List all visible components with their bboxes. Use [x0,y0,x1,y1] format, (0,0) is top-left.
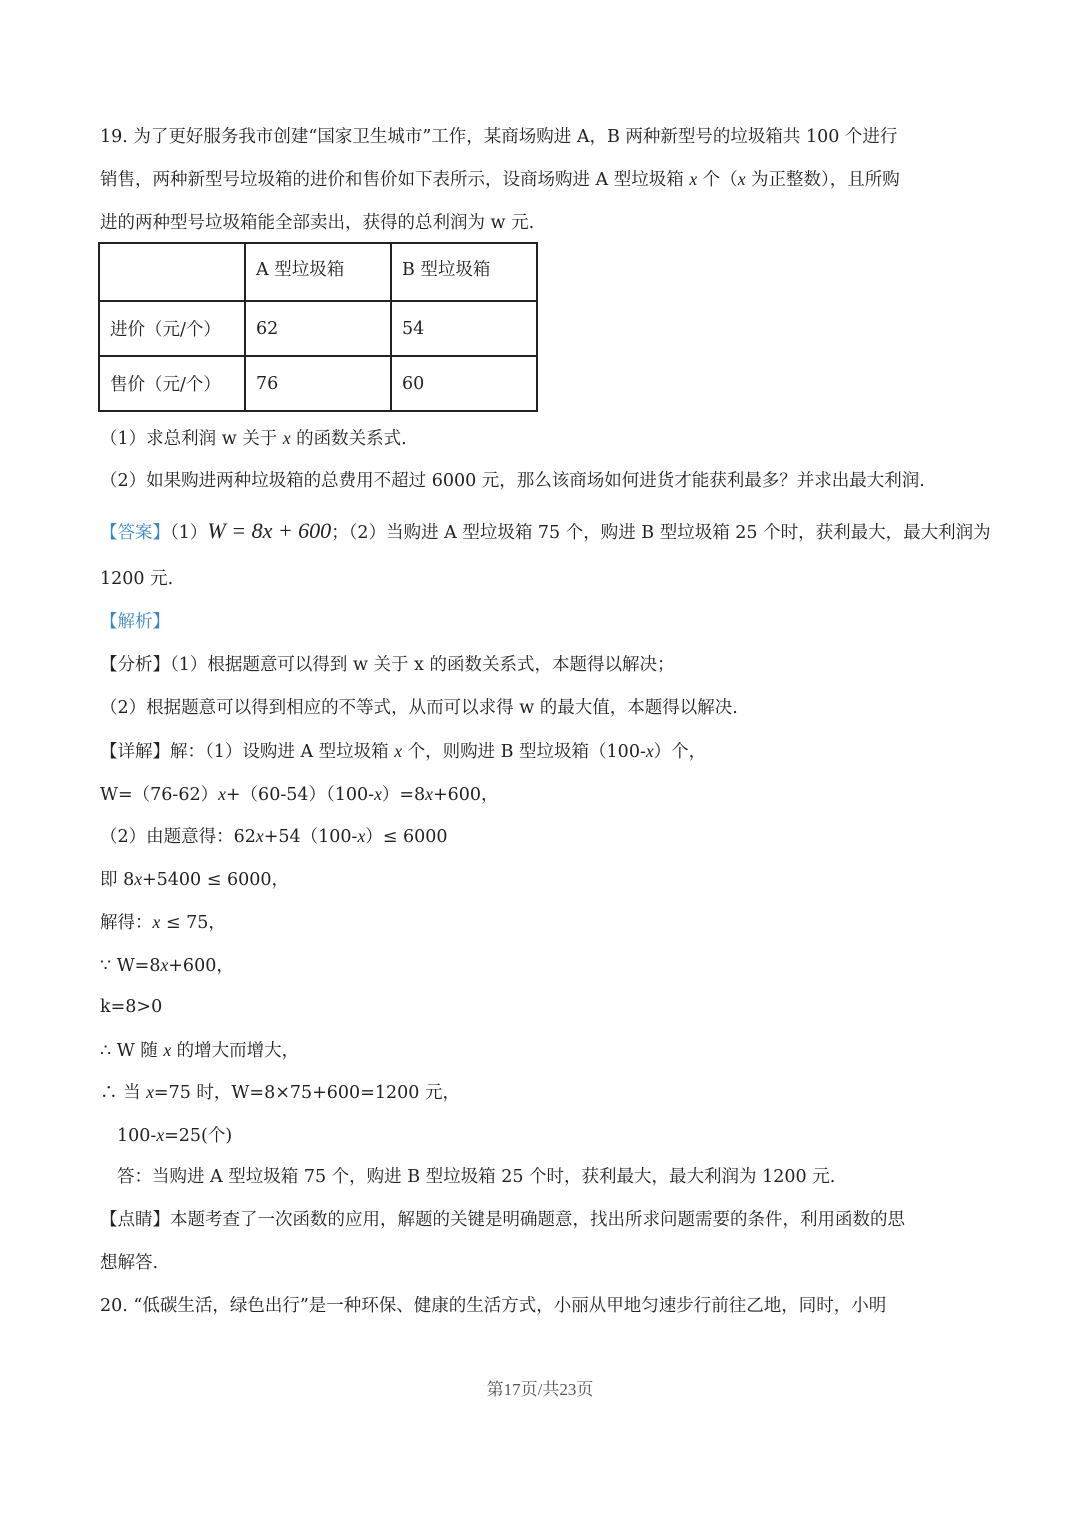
text: ）=8 [381,785,426,805]
detail-line-2 [100,781,499,808]
var-x: x [134,869,142,889]
q19-part-1 [100,425,407,452]
text: +54（100- [263,827,358,847]
detail-line-11: 答：当购进 A 型垃圾箱 75 个，购进 B 型垃圾箱 25 个时，获利最大，最大利润为 1200 元. [117,1167,836,1187]
text: ）个， [653,742,707,762]
detail-line-1 [100,738,706,765]
var-x: x [160,955,169,975]
q19-line-3: 进的两种型号垃圾箱能全部卖出，获得的总利润为 w 元. [100,213,535,233]
table-cell: 60 [391,356,537,411]
answer-cont: 1200 元. [100,569,174,589]
text: 100- [117,1126,157,1146]
analysis-tag: 【解析】 [100,612,170,632]
text: +（60-54）（100- [225,785,375,805]
var-x: x [282,428,291,448]
table-row [99,243,537,301]
text: 个（ [697,170,738,190]
detail-line-5 [100,909,226,936]
table-cell [99,243,245,301]
table-cell: 进价（元/个） [99,301,245,356]
text: 解得： [100,913,153,933]
detail-line-3 [100,823,447,850]
dianjing-line-1: 【点睛】本题考查了一次函数的应用，解题的关键是明确题意，找出所求问题需要的条件，利用函数的思 [100,1210,905,1230]
dianjing-line-2: 想解答. [100,1253,159,1273]
text: =25(个) [164,1126,233,1146]
table-row [99,301,537,356]
text: W=（76-62） [100,785,219,805]
table-cell: 76 [245,356,391,411]
text: =75 时，W=8×75+600=1200 元， [153,1083,460,1103]
text: 即 8 [100,870,135,890]
var-x: x [146,1082,154,1102]
text: ≤ 75， [160,913,226,933]
text: ∴ W 随 [100,1041,164,1061]
detail-line-7: k=8>0 [100,997,163,1017]
detail-line-10 [117,1122,232,1149]
var-x: x [156,1125,165,1145]
page-footer: 第17页/共23页 [486,1380,594,1399]
detail-line-6 [100,952,234,979]
text: ）≤ 6000 [365,827,448,847]
detail-line-4 [100,866,289,893]
var-x: x [255,826,264,846]
table-cell: 售价（元/个） [99,356,245,411]
table-cell: 62 [245,301,391,356]
text: +600， [432,785,499,805]
var-x: x [152,912,161,932]
text: ∴ 当 [100,1083,147,1103]
table-cell: 54 [391,301,537,356]
detail-line-9 [100,1079,460,1106]
q20-line-1: 20. “低碳生活，绿色出行”是一种环保、健康的生活方式，小丽从甲地匀速步行前往乙地，同时，小明 [100,1296,887,1316]
text: 销售，两种新型号垃圾箱的进价和售价如下表所示，设商场购进 A 型垃圾箱 [100,170,690,190]
var-x: x [645,741,654,761]
fenxi-line-2: （2）根据题意可以得到相应的不等式，从而可以求得 w 的最大值，本题得以解决. [100,698,738,718]
text: +600， [168,956,234,976]
q19-part-2: （2）如果购进两种垃圾箱的总费用不超过 6000 元，那么该商场如何进货才能获利最多？并求出最大利润. [100,471,925,491]
text: 个，则购进 B 型垃圾箱（100- [402,742,646,762]
q19-line-1: 19. 为了更好服务我市创建“国家卫生城市”工作，某商场购进 A，B 两种新型号的垃圾箱共 100 个进行 [100,127,898,147]
var-x: x [425,784,433,804]
q19-line-2 [100,166,900,193]
table-cell: B 型垃圾箱 [391,243,537,301]
var-x: x [163,1040,172,1060]
var-x: x [357,826,366,846]
var-x: x [394,741,402,761]
text: （1）求总利润 w 关于 [100,429,283,449]
var-x: x [374,784,382,804]
table-row [99,356,537,411]
text: 的函数关系式. [290,429,407,449]
detail-line-8 [100,1037,299,1064]
answer-tag: 【答案】 [100,523,170,543]
text: ∵ W=8 [100,956,161,976]
price-table [98,242,538,412]
text: ；（2）当购进 A 型垃圾箱 75 个，购进 B 型垃圾箱 25 个时，获利最大，最大利润为 [331,523,991,543]
var-x: x [218,784,226,804]
answer-line [100,518,991,546]
var-x: x [689,169,698,189]
text: 为正整数），且所购 [745,170,900,190]
text: 的增大而增大， [171,1041,300,1061]
var-x: x [737,169,746,189]
answer-formula: W = 8x + 600 [207,518,332,543]
text: 【详解】解：（1）设购进 A 型垃圾箱 [100,742,395,762]
text: （2）由题意得：62 [100,827,256,847]
text: （1） [170,523,208,543]
text: +5400 ≤ 6000， [141,870,290,890]
fenxi-line-1: 【分析】（1）根据题意可以得到 w 关于 x 的函数关系式，本题得以解决； [100,655,675,675]
table-cell: A 型垃圾箱 [245,243,391,301]
